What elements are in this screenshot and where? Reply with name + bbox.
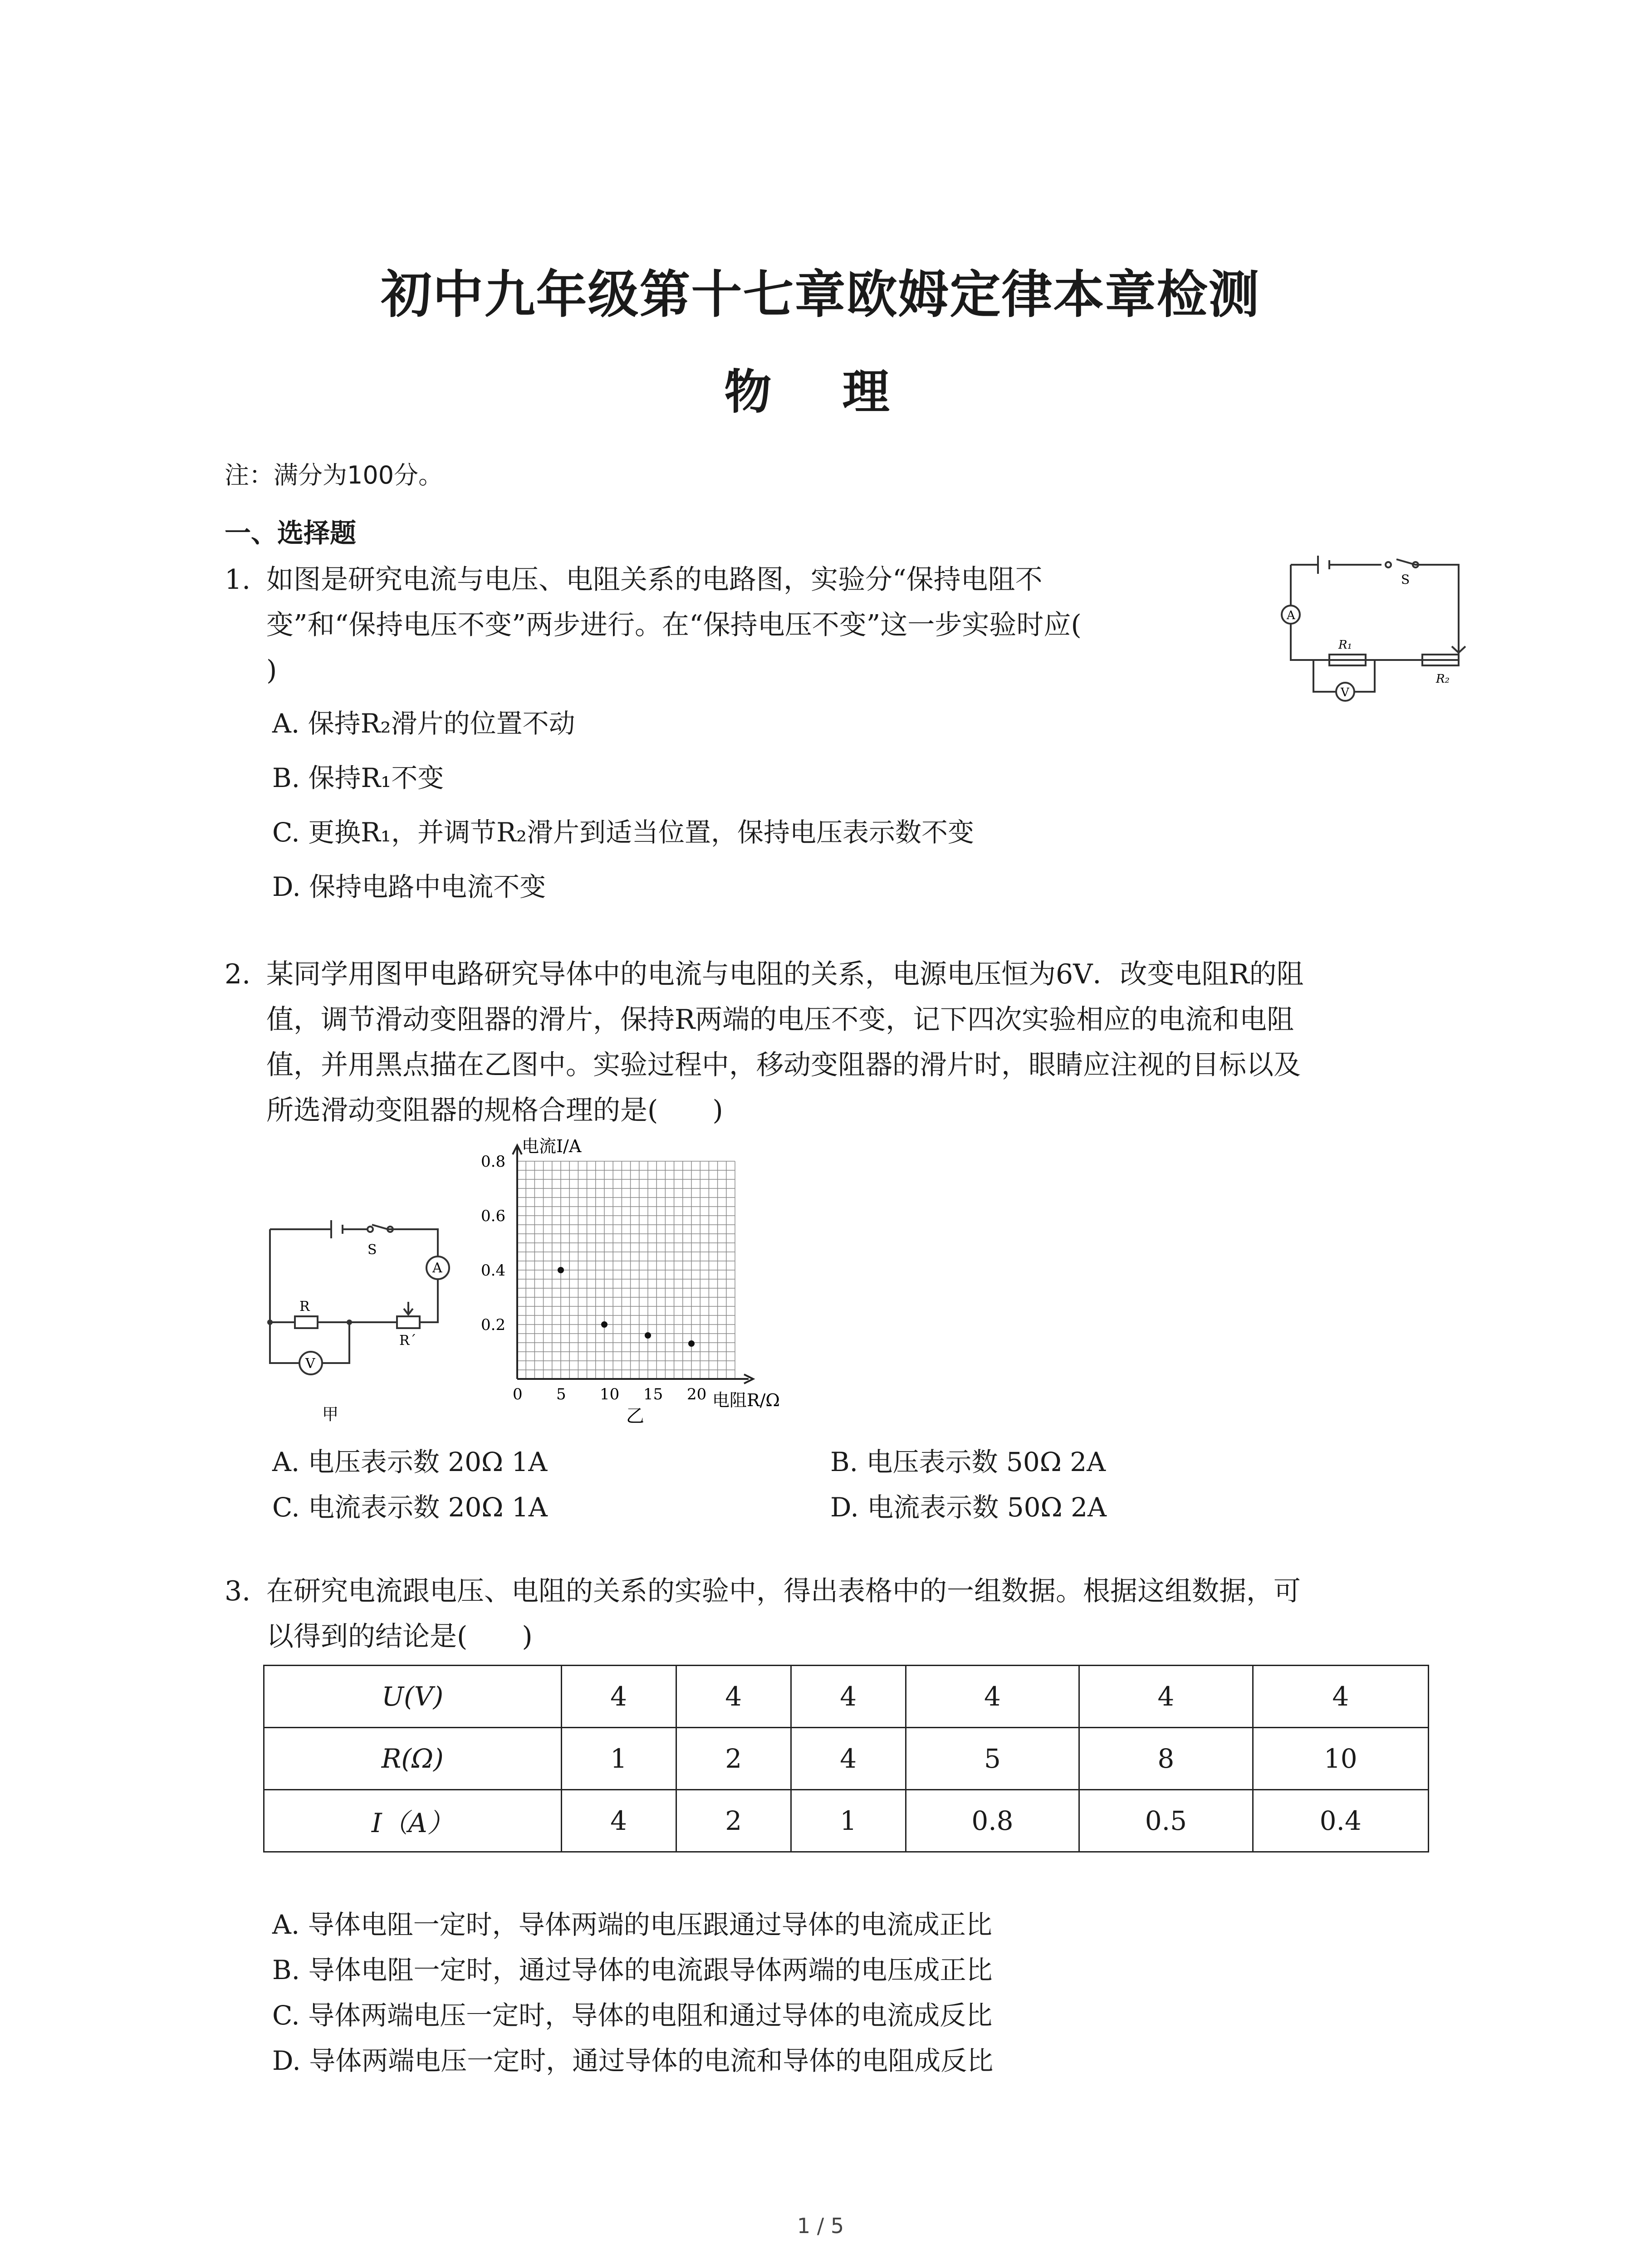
graph-caption-yi: 乙: [626, 1406, 644, 1427]
q2-option-d[interactable]: D. 电流表示数 50Ω 2A: [830, 1492, 1107, 1523]
question-number: 3.: [225, 1575, 251, 1607]
question-3-line-2: 以得到的结论是( ): [266, 1621, 533, 1652]
y-axis-label: 电流I/A: [522, 1136, 582, 1156]
question-1-line-1: 1. 如图是研究电流与电压、电阻关系的电路图，实验分“保持电阻不: [225, 557, 1268, 602]
data-point: [688, 1340, 695, 1347]
question-number: 1.: [225, 564, 251, 596]
data-point: [601, 1321, 607, 1328]
figure-caption-jia: 甲: [322, 1405, 339, 1424]
q3-option-c[interactable]: C. 导体两端电压一定时，导体的电阻和通过导体的电流成反比: [272, 2000, 993, 2031]
q1-option-d[interactable]: D. 保持电路中电流不变: [272, 871, 546, 902]
table-cell: 4: [561, 1790, 676, 1852]
data-point: [558, 1267, 564, 1273]
table-cell: R(Ω): [264, 1728, 562, 1790]
q2-option-b[interactable]: B. 电压表示数 50Ω 2A: [830, 1447, 1106, 1477]
q1-option-a[interactable]: A. 保持R₂滑片的位置不动: [272, 708, 575, 739]
table-cell: 4: [561, 1666, 676, 1728]
question-2: [225, 952, 1450, 1133]
page-number: 1 / 5: [797, 2214, 844, 2238]
q1-option-c[interactable]: C. 更换R₁，并调节R₂滑片到适当位置，保持电压表示数不变: [272, 817, 975, 848]
table-cell: 5: [906, 1728, 1079, 1790]
voltmeter-label: V: [305, 1356, 315, 1372]
q2-current-resistance-graph: [472, 1134, 817, 1429]
table-row: [264, 1728, 1429, 1790]
table-cell: 10: [1253, 1728, 1428, 1790]
question-3: [225, 1569, 1450, 1659]
section-heading: 一、选择题: [225, 518, 357, 548]
ammeter-label: A: [1287, 609, 1295, 622]
q3-option-a[interactable]: A. 导体电阻一定时，导体两端的电压跟通过导体的电流成正比: [272, 1909, 992, 1940]
q3-option-d[interactable]: D. 导体两端电压一定时，通过导体的电流和导体的电阻成反比: [272, 2045, 994, 2076]
q2-option-c[interactable]: C. 电流表示数 20Ω 1A: [272, 1492, 548, 1523]
r2-label: R₂: [1436, 672, 1450, 686]
switch-label: S: [1401, 572, 1410, 587]
table-cell: 2: [676, 1790, 791, 1852]
q3-option-b[interactable]: B. 导体电阻一定时，通过导体的电流跟导体两端的电压成正比: [272, 1955, 993, 1985]
question-3-line-1: 3. 在研究电流跟电压、电阻的关系的实验中，得出表格中的一组数据。根据这组数据，可: [225, 1569, 1450, 1614]
x-tick-label: 20: [687, 1385, 707, 1403]
q2-option-a[interactable]: A. 电压表示数 20Ω 1A: [272, 1447, 548, 1477]
table-row: [264, 1666, 1429, 1728]
table-cell: U(V): [264, 1666, 562, 1728]
table-cell: 4: [906, 1666, 1079, 1728]
table-cell: 4: [1079, 1666, 1253, 1728]
x-tick-label: 15: [643, 1385, 663, 1403]
document-title: 初中九年级第十七章欧姆定律本章检测: [381, 265, 1260, 324]
x-axis-label: 电阻R/Ω: [712, 1390, 780, 1410]
table-cell: 2: [676, 1728, 791, 1790]
y-tick-label: 0.6: [481, 1207, 506, 1225]
data-table: [263, 1665, 1429, 1853]
y-tick-label: 0.8: [481, 1153, 506, 1171]
table-cell: 8: [1079, 1728, 1253, 1790]
table-cell: 4: [1253, 1666, 1428, 1728]
y-tick-label: 0.2: [481, 1316, 506, 1334]
table-cell: 0.5: [1079, 1790, 1253, 1852]
question-2-line-3: 值，并用黑点描在乙图中。实验过程中，移动变阻器的滑片时，眼睛应注视的目标以及: [266, 1049, 1301, 1081]
subject-heading: 物 理: [724, 364, 917, 420]
voltmeter-label: V: [1341, 686, 1349, 699]
q1-option-b[interactable]: B. 保持R₁不变: [272, 763, 444, 793]
table-cell: 1: [791, 1790, 906, 1852]
r1-label: R₁: [1338, 638, 1352, 652]
x-tick-label: 5: [556, 1385, 566, 1403]
rheostat-label: R´: [399, 1333, 416, 1349]
table-cell: 4: [676, 1666, 791, 1728]
table-cell: 4: [791, 1728, 906, 1790]
question-2-line-4: 所选滑动变阻器的规格合理的是( ): [266, 1095, 723, 1126]
x-tick-label: 0: [513, 1385, 523, 1403]
question-1-line-2: 变”和“保持电压不变”两步进行。在“保持电压不变”这一步实验时应(: [266, 609, 1082, 641]
data-point: [645, 1332, 651, 1339]
question-2-line-2: 值，调节滑动变阻器的滑片，保持R两端的电压不变，记下四次实验相应的电流和电阻: [266, 1004, 1294, 1036]
y-tick-label: 0.4: [481, 1261, 506, 1280]
table-cell: 1: [561, 1728, 676, 1790]
q1-circuit-diagram: [1279, 556, 1470, 712]
question-number: 2.: [225, 958, 251, 990]
x-tick-label: 10: [600, 1385, 620, 1403]
question-1-line-3: ): [266, 655, 277, 686]
switch-label: S: [367, 1242, 377, 1258]
score-note: 注：满分为100分。: [225, 461, 443, 489]
table-cell: 0.4: [1253, 1790, 1428, 1852]
table-cell: 4: [791, 1666, 906, 1728]
resistor-r-label: R: [299, 1299, 310, 1315]
q2-circuit-diagram-jia: [263, 1211, 458, 1429]
table-cell: 0.8: [906, 1790, 1079, 1852]
table-cell: I（A）: [264, 1790, 562, 1852]
ammeter-label: A: [432, 1260, 442, 1276]
table-row: [264, 1790, 1429, 1852]
question-1: [225, 557, 1268, 693]
question-2-line-1: 2. 某同学用图甲电路研究导体中的电流与电阻的关系，电源电压恒为6V．改变电阻R的阻: [225, 952, 1450, 997]
